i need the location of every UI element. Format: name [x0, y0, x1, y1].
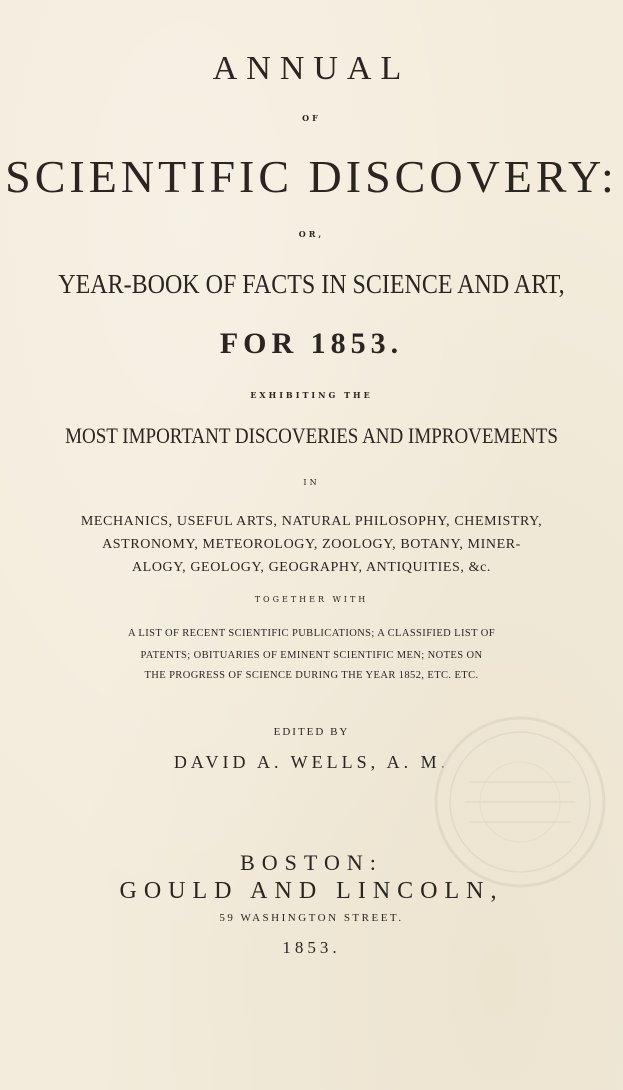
exhibiting-line: EXHIBITING THE [250, 390, 373, 400]
word-of: OF [302, 113, 321, 123]
title-annual: ANNUAL [212, 50, 411, 87]
publication-city: BOSTON: [240, 850, 383, 875]
library-stamp-icon [430, 712, 610, 892]
most-important-line: MOST IMPORTANT DISCOVERIES AND IMPROVEMENTS [65, 424, 558, 449]
edited-by-line: EDITED BY [273, 726, 350, 738]
word-in: IN [303, 478, 320, 487]
subtitle: YEAR-BOOK OF FACTS IN SCIENCE AND ART, [58, 269, 565, 300]
subjects-line-1: MECHANICS, USEFUL ARTS, NATURAL PHILOSOPHY, CHEMISTRY, [80, 514, 543, 529]
publisher-name: GOULD AND LINCOLN, [119, 878, 504, 904]
contents-line-1: A LIST OF RECENT SCIENTIFIC PUBLICATIONS; A CLASSIFIED LIST OF [128, 628, 495, 639]
for-year: FOR 1853. [219, 327, 404, 360]
together-with-line: TOGETHER WITH [254, 595, 369, 604]
publisher-address: 59 WASHINGTON STREET. [219, 912, 404, 924]
editor-name: DAVID A. WELLS, A. M. [173, 752, 450, 772]
subjects-line-2: ASTRONOMY, METEOROLOGY, ZOOLOGY, BOTANY, MINER- [102, 537, 521, 552]
publication-year: 1853. [282, 938, 341, 957]
main-title: SCIENTIFIC DISCOVERY: [5, 151, 618, 202]
contents-line-3: THE PROGRESS OF SCIENCE DURING THE YEAR 1852, ETC. ETC. [144, 670, 479, 681]
contents-line-2: PATENTS; OBITUARIES OF EMINENT SCIENTIFIC MEN; NOTES ON [140, 650, 483, 661]
subjects-line-3: ALOGY, GEOLOGY, GEOGRAPHY, ANTIQUITIES, &c. [131, 560, 492, 575]
word-or: OR, [298, 229, 325, 239]
